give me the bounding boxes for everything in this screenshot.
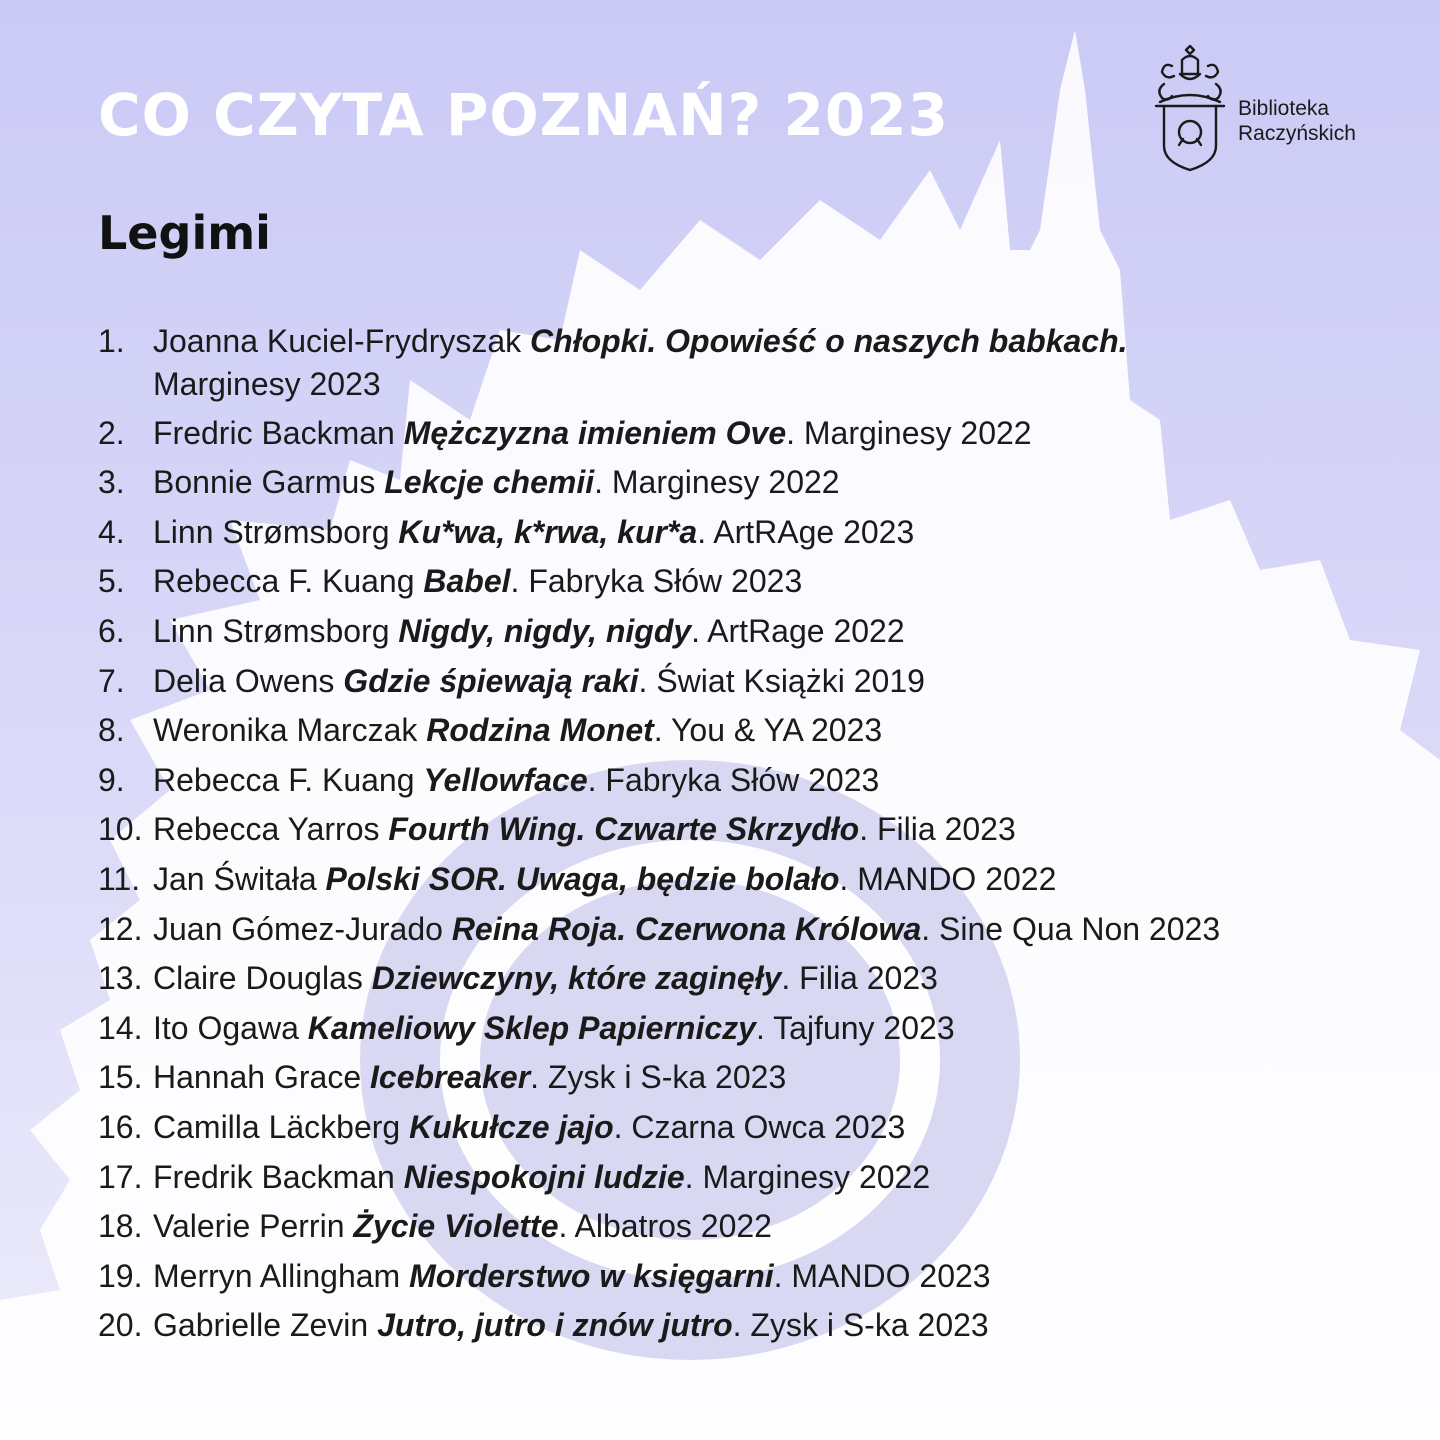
rank-number: 14.	[98, 1009, 143, 1046]
book-publisher: ArtRage 2022	[707, 612, 905, 649]
book-publisher: You & YA 2023	[671, 712, 883, 749]
book-entry: Fredrik Backman Niespokojni ludzie. Marginesy 2022	[153, 1158, 931, 1195]
rank-number: 7.	[98, 662, 125, 699]
book-title: Lekcje chemii	[384, 464, 595, 501]
book-ranking-list	[98, 320, 1418, 1353]
book-author: Linn Strømsborg	[153, 612, 390, 649]
book-author: Delia Owens	[153, 662, 335, 699]
book-publisher: Marginesy 2022	[702, 1158, 931, 1195]
rank-number: 13.	[98, 960, 143, 997]
rank-number: 3.	[98, 464, 125, 501]
book-publisher: Albatros 2022	[574, 1208, 772, 1245]
list-item	[98, 956, 1418, 1001]
page-title: CO CZYTA POZNAŃ? 2023	[98, 81, 949, 149]
book-title: Rodzina Monet	[426, 712, 654, 749]
book-publisher: Marginesy 2023	[153, 366, 381, 402]
book-title: Kukułcze jajo	[409, 1108, 614, 1145]
book-publisher: Tajfuny 2023	[773, 1009, 955, 1046]
book-title: Gdzie śpiewają raki	[343, 662, 639, 699]
rank-number: 9.	[98, 761, 125, 798]
book-entry: Linn Strømsborg Ku*wa, k*rwa, kur*a. ArtRAge 2023	[153, 513, 915, 550]
book-publisher: Zysk i S-ka 2023	[750, 1307, 989, 1344]
book-entry: Claire Douglas Dziewczyny, które zaginęły. Filia 2023	[153, 960, 938, 997]
book-title: Chłopki. Opowieść o naszych babkach.	[530, 323, 1128, 359]
book-entry: Linn Strømsborg Nigdy, nigdy, nigdy. ArtRage 2022	[153, 612, 905, 649]
rank-number: 11.	[98, 860, 141, 897]
book-author: Weronika Marczak	[153, 712, 418, 749]
rank-number: 17.	[98, 1158, 143, 1195]
list-item	[98, 1254, 1418, 1299]
book-publisher: Marginesy 2022	[611, 464, 840, 501]
book-author: Fredrik Backman	[153, 1158, 395, 1195]
book-title: Reina Roja. Czerwona Królowa	[451, 910, 922, 947]
book-title: Icebreaker	[370, 1059, 531, 1096]
book-entry: Camilla Läckberg Kukułcze jajo. Czarna Owca 2023	[153, 1108, 906, 1145]
book-title: Kameliowy Sklep Papierniczy	[307, 1009, 756, 1046]
section-subtitle: Legimi	[98, 206, 271, 260]
list-item	[98, 1105, 1418, 1150]
list-item	[98, 659, 1418, 704]
book-author: Hannah Grace	[153, 1059, 362, 1096]
book-title: Fourth Wing. Czwarte Skrzydło	[388, 811, 860, 848]
book-entry: Delia Owens Gdzie śpiewają raki. Świat Książki 2019	[153, 662, 925, 699]
book-entry: Gabrielle Zevin Jutro, jutro i znów jutro. Zysk i S-ka 2023	[153, 1307, 989, 1344]
book-entry: Juan Gómez-Jurado Reina Roja. Czerwona Królowa. Sine Qua Non 2023	[153, 910, 1221, 947]
list-item	[98, 907, 1418, 952]
book-publisher: Marginesy 2022	[803, 414, 1032, 451]
rank-number: 1.	[98, 323, 125, 359]
book-publisher: ArtRAge 2023	[713, 513, 915, 550]
library-logo[interactable]	[1150, 40, 1356, 172]
book-entry: Hannah Grace Icebreaker. Zysk i S-ka 2023	[153, 1059, 787, 1096]
list-item	[98, 1055, 1418, 1100]
book-title: Niespokojni ludzie	[403, 1158, 685, 1195]
book-entry: Valerie Perrin Życie Violette. Albatros 2022	[153, 1208, 772, 1245]
library-name-line2: Raczyńskich	[1238, 122, 1356, 145]
book-author: Claire Douglas	[153, 960, 363, 997]
book-publisher: Filia 2023	[799, 960, 938, 997]
book-title: Dziewczyny, które zaginęły	[371, 960, 782, 997]
rank-number: 10.	[98, 811, 143, 848]
book-title: Mężczyzna imieniem Ove	[403, 414, 787, 451]
book-author: Valerie Perrin	[153, 1208, 345, 1245]
list-item	[98, 758, 1418, 803]
book-author: Ito Ogawa	[153, 1009, 299, 1046]
book-title: Yellowface	[423, 761, 588, 798]
library-crest-icon	[1150, 40, 1230, 172]
book-title: Jutro, jutro i znów jutro	[377, 1307, 733, 1344]
rank-number: 15.	[98, 1059, 143, 1096]
list-item	[98, 1303, 1418, 1348]
list-item	[98, 857, 1418, 902]
list-item	[98, 1006, 1418, 1051]
book-entry: Weronika Marczak Rodzina Monet. You & YA 2023	[153, 712, 883, 749]
list-item	[98, 460, 1418, 505]
rank-number: 4.	[98, 513, 125, 550]
book-title: Polski SOR. Uwaga, będzie bolało	[325, 860, 840, 897]
rank-number: 16.	[98, 1108, 143, 1145]
book-title: Nigdy, nigdy, nigdy	[398, 612, 692, 649]
book-publisher: Fabryka Słów 2023	[605, 761, 880, 798]
book-title: Życie Violette	[353, 1208, 559, 1245]
book-title: Morderstwo w księgarni	[409, 1257, 774, 1294]
list-item	[98, 1155, 1418, 1200]
rank-number: 2.	[98, 414, 125, 451]
book-author: Rebecca F. Kuang	[153, 761, 415, 798]
book-title: Babel	[423, 563, 511, 600]
rank-number: 19.	[98, 1257, 143, 1294]
book-entry: Rebecca Yarros Fourth Wing. Czwarte Skrzydło. Filia 2023	[153, 811, 1016, 848]
book-title: Ku*wa, k*rwa, kur*a	[398, 513, 698, 550]
book-author: Linn Strømsborg	[153, 513, 390, 550]
rank-number: 20.	[98, 1307, 143, 1344]
list-item	[98, 559, 1418, 604]
book-publisher: MANDO 2022	[857, 860, 1057, 897]
book-author: Juan Gómez-Jurado	[153, 910, 443, 947]
book-entry: Ito Ogawa Kameliowy Sklep Papierniczy. Tajfuny 2023	[153, 1009, 955, 1046]
book-publisher: Zysk i S-ka 2023	[547, 1059, 787, 1096]
list-item	[98, 510, 1418, 555]
book-publisher: MANDO 2023	[791, 1257, 991, 1294]
library-name	[1238, 96, 1356, 146]
book-author: Gabrielle Zevin	[153, 1307, 369, 1344]
rank-number: 18.	[98, 1208, 143, 1245]
book-author: Rebecca Yarros	[153, 811, 380, 848]
book-entry	[153, 320, 1418, 406]
list-item	[98, 609, 1418, 654]
rank-number: 12.	[98, 910, 143, 947]
library-name-line1: Biblioteka	[1238, 97, 1330, 120]
book-publisher: Świat Książki 2019	[656, 662, 925, 699]
rank-number: 8.	[98, 712, 125, 749]
book-author: Jan Świtała	[153, 860, 317, 897]
list-item	[98, 320, 1418, 406]
book-author: Rebecca F. Kuang	[153, 563, 415, 600]
book-entry: Merryn Allingham Morderstwo w księgarni. MANDO 2023	[153, 1257, 991, 1294]
book-publisher: Filia 2023	[877, 811, 1016, 848]
book-author: Camilla Läckberg	[153, 1108, 401, 1145]
list-item	[98, 1204, 1418, 1249]
book-publisher: Fabryka Słów 2023	[528, 563, 803, 600]
book-author: Joanna Kuciel-Frydryszak	[153, 323, 522, 359]
book-author: Fredric Backman	[153, 414, 395, 451]
book-entry: Jan Świtała Polski SOR. Uwaga, będzie bolało. MANDO 2022	[153, 860, 1057, 897]
book-publisher: Sine Qua Non 2023	[939, 910, 1221, 947]
list-item	[98, 708, 1418, 753]
book-entry: Bonnie Garmus Lekcje chemii. Marginesy 2022	[153, 464, 840, 501]
list-item	[98, 411, 1418, 456]
rank-number: 6.	[98, 612, 125, 649]
book-publisher: Czarna Owca 2023	[631, 1108, 906, 1145]
rank-number: 5.	[98, 563, 125, 600]
book-entry: Fredric Backman Mężczyzna imieniem Ove. Marginesy 2022	[153, 414, 1032, 451]
list-item	[98, 807, 1418, 852]
book-author: Merryn Allingham	[153, 1257, 401, 1294]
book-entry: Rebecca F. Kuang Babel. Fabryka Słów 2023	[153, 563, 803, 600]
book-entry: Rebecca F. Kuang Yellowface. Fabryka Słów 2023	[153, 761, 880, 798]
book-author: Bonnie Garmus	[153, 464, 376, 501]
